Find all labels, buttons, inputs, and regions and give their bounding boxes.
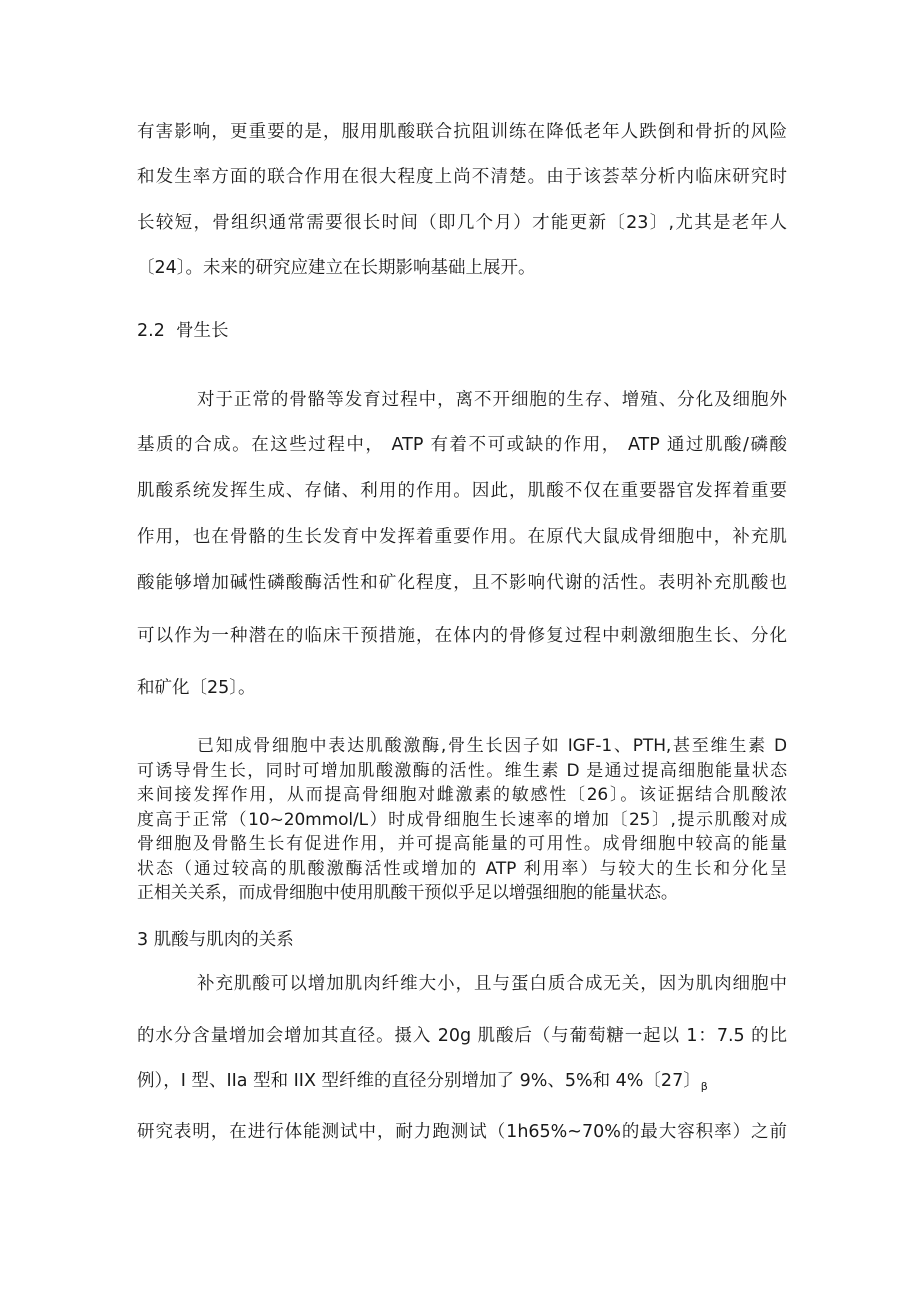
paragraph-line: 酸能够增加碱性磷酸酶活性和矿化程度，且不影响代谢的活性。表明补充肌酸也 xyxy=(137,573,787,593)
paragraph-line: 度高于正常（10~20mmol/L）时成骨细胞生长速率的增加〔25〕,提示肌酸对成 xyxy=(137,810,787,830)
section-heading-2-2: 2.2 骨生长 xyxy=(137,321,229,341)
paragraph-line: 对于正常的骨骼等发育过程中，离不开细胞的生存、增殖、分化及细胞外 xyxy=(197,390,787,410)
paragraph-line: 〔24〕。未来的研究应建立在长期影响基础上展开。 xyxy=(137,258,536,278)
paragraph-line: 和发生率方面的联合作用在很大程度上尚不清楚。由于该荟萃分析内临床研究时 xyxy=(137,167,787,187)
paragraph-line: 可诱导骨生长，同时可增加肌酸激酶的活性。维生素 D 是通过提高细胞能量状态 xyxy=(137,761,787,781)
paragraph-line: 来间接发挥作用，从而提高骨细胞对雌激素的敏感性〔26〕。该证据结合肌酸浓 xyxy=(137,785,787,805)
paragraph-line: 基质的合成。在这些过程中， ATP 有着不可或缺的作用， ATP 通过肌酸/磷酸 xyxy=(137,435,787,455)
section-heading-3: 3 肌酸与肌肉的关系 xyxy=(137,930,294,950)
paragraph-line: 研究表明，在进行体能测试中，耐力跑测试（1h65%~70%的最大容积率）之前 xyxy=(137,1122,787,1142)
paragraph-line: 骨细胞及骨骼生长有促进作用，并可提高能量的可用性。成骨细胞中较高的能量 xyxy=(137,834,787,854)
paragraph-line: 有害影响，更重要的是，服用肌酸联合抗阻训练在降低老年人跌倒和骨折的风险 xyxy=(137,122,787,142)
paragraph-line: 已知成骨细胞中表达肌酸激酶,骨生长因子如 IGF-1、PTH,甚至维生素 D xyxy=(197,736,787,756)
paragraph-line-with-symbol xyxy=(137,1070,787,1098)
paragraph-line: 状态（通过较高的肌酸激酶活性或增加的 ATP 利用率）与较大的生长和分化呈 xyxy=(137,859,787,879)
paragraph-line: 补充肌酸可以增加肌肉纤维大小，且与蛋白质合成无关，因为肌肉细胞中 xyxy=(197,974,787,994)
paragraph-line: 可以作为一种潜在的临床干预措施，在体内的骨修复过程中刺激细胞生长、分化 xyxy=(137,626,787,646)
trailing-symbol: β xyxy=(700,1080,708,1093)
paragraph-line: 肌酸系统发挥生成、存储、利用的作用。因此，肌酸不仅在重要器官发挥着重要 xyxy=(137,481,787,501)
paragraph-line: 长较短，骨组织通常需要很长时间（即几个月）才能更新〔23〕,尤其是老年人 xyxy=(137,213,787,233)
paragraph-line: 作用，也在骨骼的生长发育中发挥着重要作用。在原代大鼠成骨细胞中，补充肌 xyxy=(137,527,787,547)
paragraph-line-text: 例），I 型、IIa 型和 IIX 型纤维的直径分别增加了 9%、5%和 4%〔27〕 xyxy=(137,1071,701,1091)
paragraph-line: 正相关关系，而成骨细胞中使用肌酸干预似乎足以增强细胞的能量状态。 xyxy=(137,883,678,903)
paragraph-line: 和矿化〔25〕。 xyxy=(137,678,256,698)
paragraph-line: 的水分含量增加会增加其直径。摄入 20g 肌酸后（与葡萄糖一起以 1：7.5 的比 xyxy=(137,1026,787,1046)
